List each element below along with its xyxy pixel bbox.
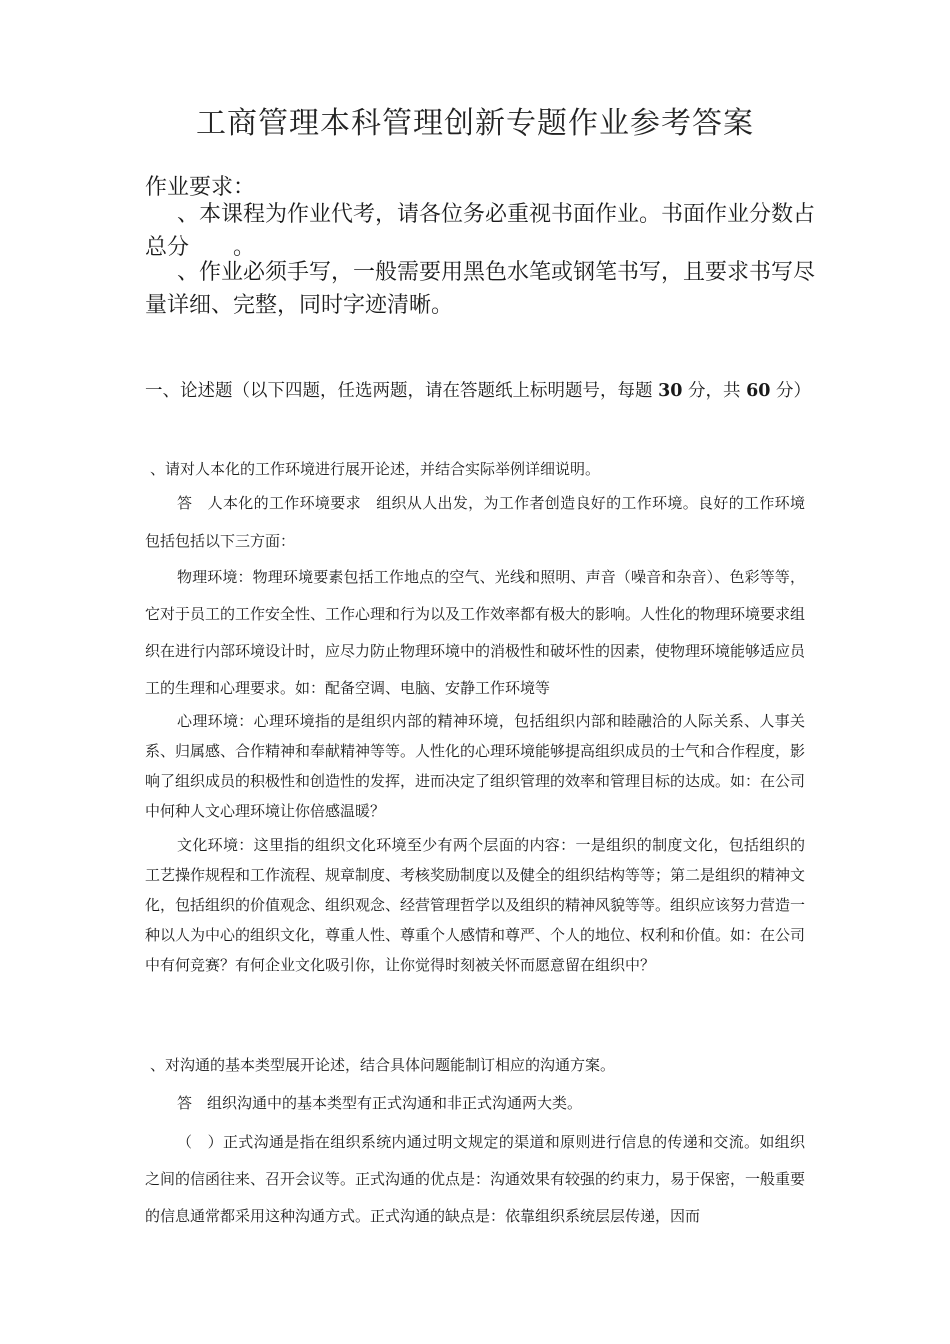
physical-environment-paragraph: 物理环境：物理环境要素包括工作地点的空气、光线和照明、声音（噪音和杂音）、色彩等等，它对于员工的工作安全性、工作心理和行为以及工作效率都有极大的影响。人性化的物理环境要求组织在进行内部环境设计时，应尽力防止物理环境中的消极性和破坏性的因素，使物理环境能够适应员工的生理和心理要求。如：配备空调、电脑、安静工作环境等 [145,568,806,697]
question-2-prompt: 、对沟通的基本类型展开论述，结合具体问题能制订相应的沟通方案。 [150,1056,616,1074]
section-1-heading [145,374,813,408]
section-1-heading-text: 一、论述题（以下四题，任选两题，请在答题纸上标明题号，每题 [145,381,653,401]
formal-communication-paragraph: （ ）正式沟通是指在组织系统内通过明文规定的渠道和原则进行信息的传递和交流。如组织之间的信函往来、召开会议等。正式沟通的优点是：沟通效果有较强的约束力，易于保密，一般重要的信息通常都采用这种沟通方式。正式沟通的缺点是：依靠组织系统层层传递，因而 [145,1133,806,1225]
document-title: 工商管理本科管理创新专题作业参考答案 [196,106,754,141]
points-total: 60 [746,381,771,401]
cultural-environment-paragraph: 文化环境：这里指的组织文化环境至少有两个层面的内容：一是组织的制度文化，包括组织的工艺操作规程和工作流程、规章制度、考核奖励制度以及健全的组织结构等等；第二是组织的精神文化，包括组织的价值观念、组织观念、经营管理哲学以及组织的精神风貌等等。组织应该努力营造一种以人为中心的组织文化，尊重人性、尊重个人感情和尊严、个人的地位、权利和价值。如：在公司中有何竞赛？有何企业文化吸引你，让你觉得时刻被关怀而愿意留在组织中？ [145,836,806,974]
question-2-answer-intro: 答 组织沟通中的基本类型有正式沟通和非正式沟通两大类。 [177,1094,583,1112]
section-1-heading-text-3: 分） [776,381,812,401]
section-1-heading-text-2: 分，共 [688,381,741,401]
psychological-environment-paragraph: 心理环境：心理环境指的是组织内部的精神环境，包括组织内部和睦融洽的人际关系、人事关系、归属感、合作精神和奉献精神等等。人性化的心理环境能够提高组织成员的士气和合作程度，影响了组织成员的积极性和创造性的发挥，进而决定了组织管理的效率和管理目标的达成。如：在公司中何种人文心理环境让你倍感温暖？ [145,712,806,820]
points-each: 30 [658,381,683,401]
question-1-prompt: 、请对人本化的工作环境进行展开论述，并结合实际举例详细说明。 [150,460,601,478]
requirements-heading: 作业要求： [145,175,256,200]
question-1-answer-intro: 答 人本化的工作环境要求 组织从人出发，为工作者创造良好的工作环境。良好的工作环境包括包括以下三方面： [145,494,805,550]
requirement-item-2: 、作业必须手写，一般需要用黑色水笔或钢笔书写，且要求书写尽量详细、完整，同时字迹清晰。 [145,260,816,318]
requirement-item-1: 、本课程为作业代考，请各位务必重视书面作业。书面作业分数占总分 。 [145,202,816,260]
